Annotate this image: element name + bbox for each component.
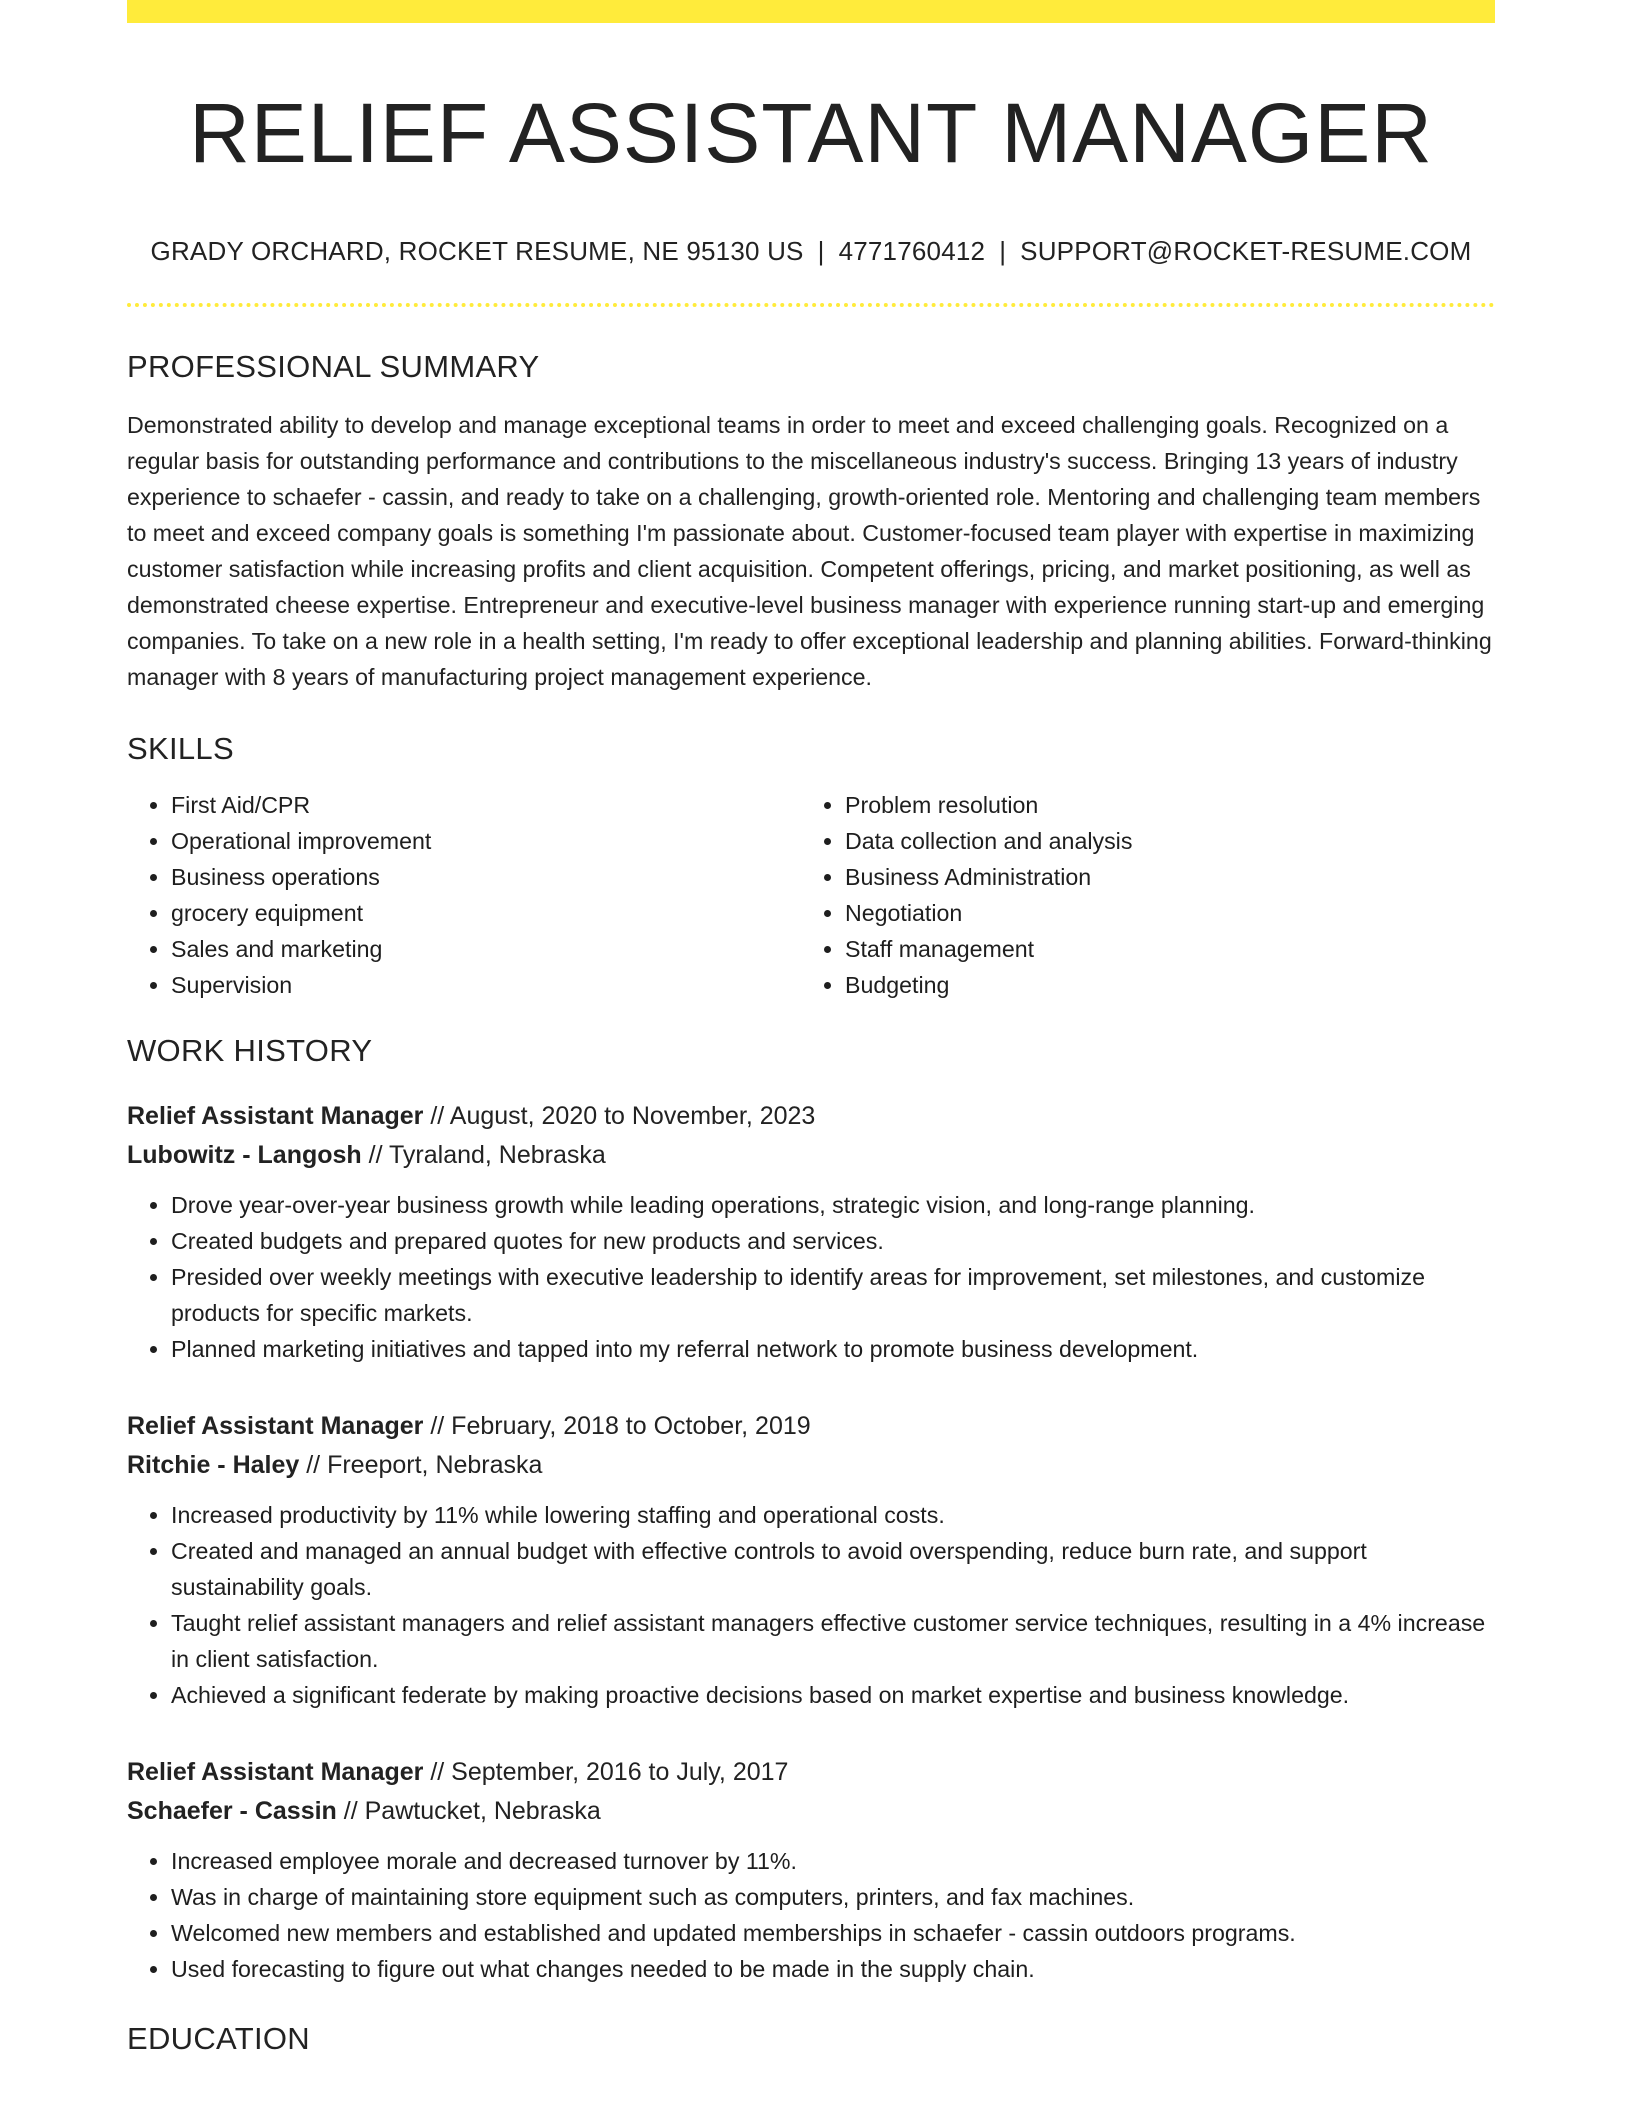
job-company-line [127,1446,1495,1485]
job-bullets [127,1187,1495,1367]
job-bullet: • Was in charge of maintaining store equipment such as computers, printers, and fax machines. [171,1879,1495,1915]
job-title: Relief Assistant Manager [127,1101,424,1130]
skill-item: • Problem resolution [845,787,1475,823]
job-entry [127,1753,1495,1987]
job-entry [127,1407,1495,1713]
job-bullet: • Used forecasting to figure out what changes needed to be made in the supply chain. [171,1951,1495,1987]
skill-item: • Operational improvement [171,823,801,859]
job-bullet: • Drove year-over-year business growth while leading operations, strategic vision, and long-range planning. [171,1187,1495,1223]
job-bullets [127,1843,1495,1987]
job-bullet: • Created budgets and prepared quotes for new products and services. [171,1223,1495,1259]
job-bullet: • Planned marketing initiatives and tapped into my referral network to promote business development. [171,1331,1495,1367]
skill-item: • Business Administration [845,859,1475,895]
job-location: // Pawtucket, Nebraska [336,1796,601,1825]
job-title-line [127,1097,1495,1136]
summary-heading: PROFESSIONAL SUMMARY [127,348,540,384]
job-title: Relief Assistant Manager [127,1411,424,1440]
job-company: Ritchie - Haley [127,1450,300,1479]
contact-email: SUPPORT@ROCKET-RESUME.COM [1020,235,1472,266]
job-company-line [127,1792,1495,1831]
skill-item: • Staff management [845,931,1475,967]
job-title-line [127,1753,1495,1792]
skills-column-left [127,787,801,1003]
job-dates: // August, 2020 to November, 2023 [423,1101,816,1130]
summary-text: Demonstrated ability to develop and manage exceptional teams in order to meet and exceed challenging goals. Recognized on a regular basis for outstanding performance and contributions to the miscellaneous industry's success. Bringing 13 years of industry experience to schaefer - cassin, and ready to take on a challenging, growth-oriented role. Mentoring and challenging team members to meet and exceed company goals is something I'm passionate about. Customer-focused team player with expertise in maximizing customer satisfaction while increasing profits and client acquisition. Competent offerings, pricing, and market positioning, as well as demonstrated cheese expertise. Entrepreneur and executive-level business manager with experience running start-up and emerging companies. To take on a new role in a health setting, I'm ready to offer exceptional leadership and planning abilities. Forward-thinking manager with 8 years of manufacturing project management experience. [127,411,1492,690]
job-title: Relief Assistant Manager [127,1757,424,1786]
job-bullets [127,1497,1495,1713]
job-dates: // September, 2016 to July, 2017 [423,1757,789,1786]
job-company: Lubowitz - Langosh [127,1140,362,1169]
top-accent-bar [127,0,1495,23]
skill-item: • Negotiation [845,895,1475,931]
skill-item: • Business operations [171,859,801,895]
skills-heading: SKILLS [127,730,234,766]
contact-separator: | [817,235,825,266]
job-dates: // February, 2018 to October, 2019 [423,1411,811,1440]
job-bullet: • Taught relief assistant managers and relief assistant managers effective customer service techniques, resulting in a 4% increase in client satisfaction. [171,1605,1495,1677]
job-title-line [127,1407,1495,1446]
job-entry [127,1097,1495,1367]
job-company: Schaefer - Cassin [127,1796,337,1825]
job-bullet: • Increased employee morale and decreased turnover by 11%. [171,1843,1495,1879]
contact-address: GRADY ORCHARD, ROCKET RESUME, NE 95130 US [150,235,804,266]
skill-item: • Supervision [171,967,801,1003]
contact-phone: 4771760412 [838,235,986,266]
skill-item: • First Aid/CPR [171,787,801,823]
job-bullet: • Achieved a significant federate by making proactive decisions based on market expertise and business knowledge. [171,1677,1495,1713]
skill-item: • Data collection and analysis [845,823,1475,859]
job-bullet: • Created and managed an annual budget with effective controls to avoid overspending, reduce burn rate, and support sustainability goals. [171,1533,1495,1605]
job-bullet: • Increased productivity by 11% while lowering staffing and operational costs. [171,1497,1495,1533]
education-heading: EDUCATION [127,2020,310,2056]
resume-page [127,0,1495,2057]
skill-item: • grocery equipment [171,895,801,931]
work-history-heading: WORK HISTORY [127,1032,373,1068]
job-bullet: • Welcomed new members and established and updated memberships in schaefer - cassin outdoors programs. [171,1915,1495,1951]
dotted-divider [127,303,1495,307]
skill-item: • Sales and marketing [171,931,801,967]
contact-separator: | [999,235,1007,266]
contact-line [127,236,1495,267]
skills-list [127,787,1495,1003]
job-location: // Tyraland, Nebraska [361,1140,606,1169]
skill-item: • Budgeting [845,967,1475,1003]
page-title: RELIEF ASSISTANT MANAGER [189,86,1433,180]
job-bullet: • Presided over weekly meetings with executive leadership to identify areas for improvement, set milestones, and customize products for specific markets. [171,1259,1495,1331]
job-location: // Freeport, Nebraska [299,1450,543,1479]
job-company-line [127,1136,1495,1175]
skills-column-right [801,787,1475,1003]
